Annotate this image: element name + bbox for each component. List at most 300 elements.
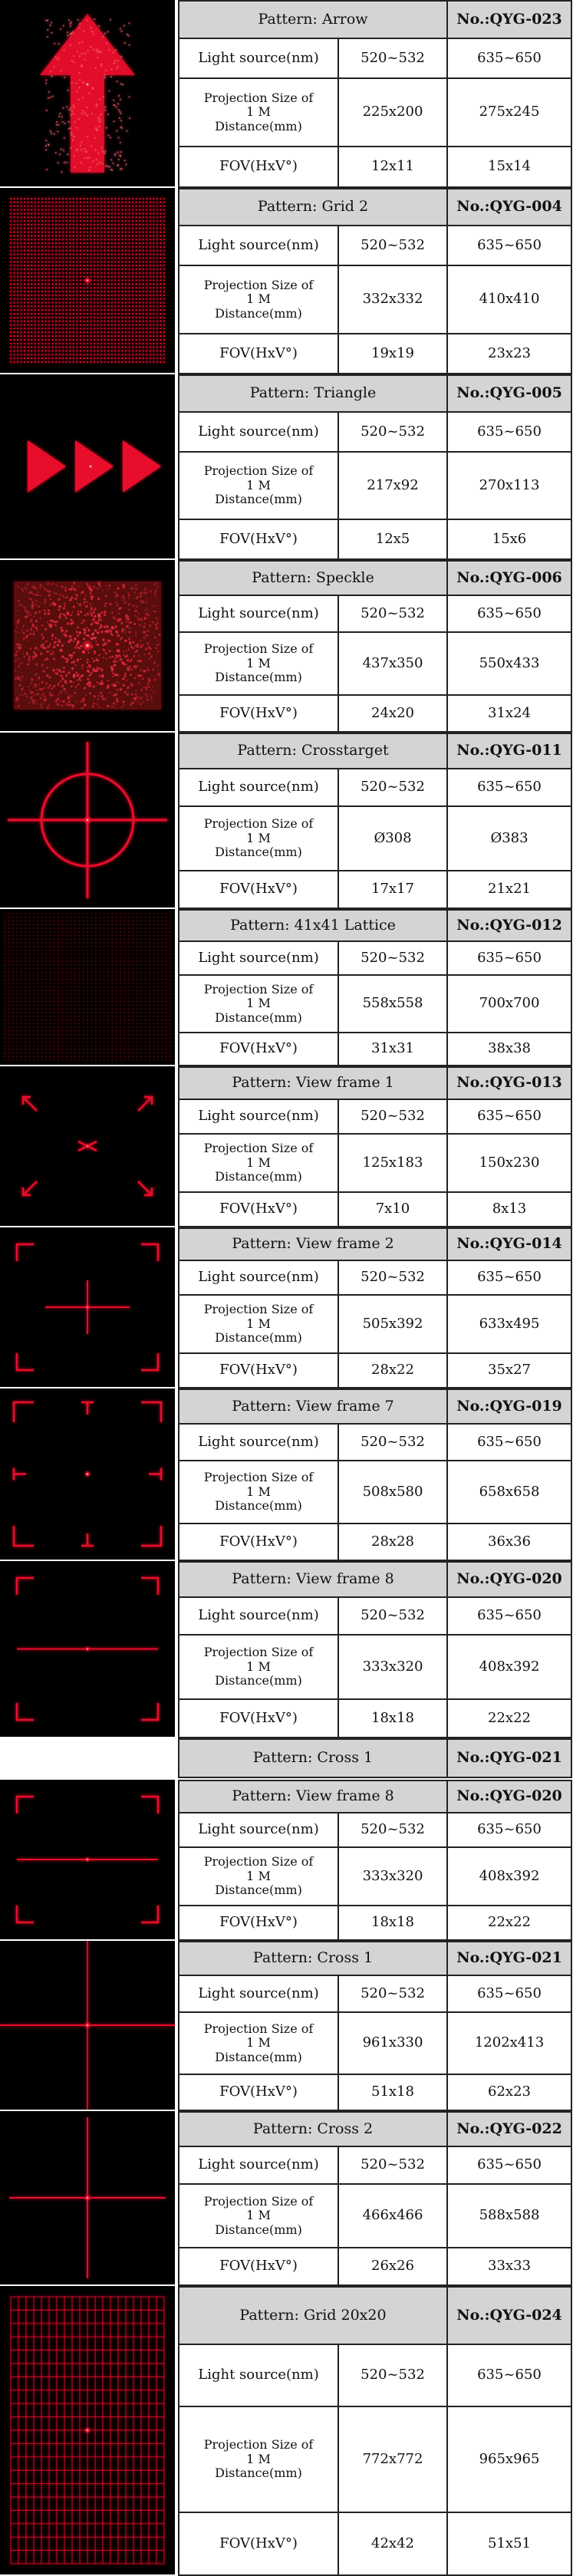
grid-dot <box>41 317 43 318</box>
grid-dot <box>100 287 102 288</box>
lattice-dot <box>99 987 100 988</box>
speckle-dot <box>21 676 23 677</box>
speckle-dot <box>107 704 109 707</box>
lattice-dot <box>54 1005 55 1006</box>
grid-dot <box>94 235 95 236</box>
lattice-dot <box>54 990 55 991</box>
grid-dot <box>51 361 53 363</box>
speckle-dot <box>60 691 62 693</box>
grid-dot <box>62 328 64 329</box>
lattice-dot <box>104 1038 105 1039</box>
speckle-dot <box>61 585 64 588</box>
grid-dot <box>156 212 158 214</box>
lattice-dot <box>41 968 43 970</box>
lattice-dot <box>29 968 31 970</box>
lattice-dot <box>25 927 26 929</box>
grid-dot <box>44 291 46 292</box>
grid-dot <box>87 224 88 226</box>
grid-dot <box>153 298 154 300</box>
lattice-dot <box>41 964 43 966</box>
grid-dot <box>90 331 91 333</box>
grid-dot <box>76 220 77 222</box>
grid-dot <box>35 257 36 259</box>
grid-dot <box>55 254 57 255</box>
grid-dot <box>80 228 81 229</box>
grid-dot <box>128 339 130 341</box>
projection-size-green: 437x350 <box>338 632 447 695</box>
lattice-dot <box>95 1016 97 1017</box>
speckle-dot <box>20 679 22 681</box>
speckle-dot <box>94 670 97 672</box>
grid-dot <box>132 339 133 341</box>
lattice-dot <box>107 931 109 933</box>
grid-dot <box>80 257 81 259</box>
lattice-dot <box>161 1052 163 1054</box>
speckle-dot <box>32 658 34 660</box>
grid-dot <box>28 350 29 351</box>
speckle-dot <box>144 592 147 595</box>
grid-dot <box>163 257 165 259</box>
grid-dot <box>83 317 84 318</box>
lattice-dot <box>104 950 105 951</box>
lattice-dot <box>16 931 18 933</box>
speckle-dot <box>38 611 41 613</box>
lattice-dot <box>4 1020 5 1021</box>
grid-dot <box>69 347 71 348</box>
grid-dot <box>17 209 18 210</box>
lattice-dot <box>145 1034 147 1036</box>
grid-dot <box>55 202 57 203</box>
lattice-dot <box>124 993 126 995</box>
grid-dot <box>41 242 43 244</box>
grid-dot <box>104 287 106 288</box>
grid-dot <box>76 313 77 315</box>
grid-dot <box>59 301 61 303</box>
grid-dot <box>55 250 57 252</box>
lattice-dot <box>166 946 167 947</box>
lattice-dot <box>140 987 142 988</box>
speckle-dot <box>48 677 51 679</box>
grid-dot <box>128 212 130 214</box>
grid-dot <box>104 347 106 348</box>
grid-dot <box>146 343 147 344</box>
lattice-dot <box>66 935 68 937</box>
grid-dot <box>153 328 154 329</box>
grid-dot <box>62 291 64 292</box>
lattice-dot <box>41 1005 43 1006</box>
grid-dot <box>156 313 158 315</box>
lattice-dot <box>124 1012 126 1013</box>
grid-dot <box>150 283 151 285</box>
lattice-dot <box>12 983 14 984</box>
grid-dot <box>128 313 130 315</box>
speckle-dot <box>19 663 21 664</box>
lattice-dot <box>87 964 88 966</box>
speckle-dot <box>75 671 77 674</box>
grid-dot <box>163 287 165 288</box>
lattice-dot <box>91 1041 93 1043</box>
speckle-dot <box>87 634 90 637</box>
grid-dot <box>94 239 95 240</box>
grid-dot <box>139 357 140 359</box>
lattice-dot <box>29 975 31 977</box>
grid-dot <box>132 291 133 292</box>
grid-dot <box>83 224 84 226</box>
lattice-dot <box>62 939 64 940</box>
grid-dot <box>94 313 95 315</box>
grid-dot <box>83 231 84 232</box>
grid-dot <box>62 339 64 341</box>
grid-dot <box>83 343 84 344</box>
lattice-dot <box>107 1034 109 1036</box>
grid-dot <box>100 206 102 207</box>
lattice-dot <box>33 1045 35 1046</box>
lattice-dot <box>91 987 93 988</box>
grid-dot <box>17 317 18 318</box>
lattice-dot <box>137 990 138 991</box>
grid-dot <box>38 283 39 285</box>
grid-dot <box>62 261 64 262</box>
lattice-dot <box>25 954 26 955</box>
lattice-dot <box>83 1026 84 1028</box>
grid-dot <box>163 206 165 207</box>
speckle-dot <box>35 700 37 701</box>
grid-dot <box>150 228 151 229</box>
lattice-dot <box>25 1034 26 1036</box>
lattice-dot <box>74 954 76 955</box>
fov-red: 22x22 <box>447 1699 571 1738</box>
speckle-dot <box>81 700 84 703</box>
lattice-dot <box>4 964 5 966</box>
lattice-dot <box>37 954 38 955</box>
grid-dot <box>104 295 106 296</box>
lattice-dot <box>16 997 18 999</box>
grid-dot <box>48 212 50 214</box>
pattern-thumbnail <box>0 2286 175 2574</box>
grid-dot <box>160 220 161 222</box>
speckle-dot <box>155 677 156 679</box>
lattice-dot <box>50 990 51 991</box>
lattice-dot <box>107 1056 109 1057</box>
lattice-dot <box>54 1045 55 1046</box>
lattice-dot <box>16 960 18 962</box>
grid-dot <box>100 305 102 307</box>
speckle-dot <box>89 675 91 677</box>
lattice-dot <box>74 1026 76 1028</box>
speckle-dot <box>109 657 110 658</box>
lattice-dot <box>83 1008 84 1010</box>
speckle-dot <box>111 667 114 670</box>
speckle-dot <box>130 674 132 676</box>
lattice-dot <box>107 960 109 962</box>
lattice-dot <box>153 993 155 995</box>
grid-dot <box>35 313 36 315</box>
grid-dot <box>125 250 127 252</box>
fov-label: FOV(HxV°) <box>179 519 338 559</box>
grid-dot <box>118 324 120 325</box>
lattice-dot <box>157 1001 159 1003</box>
grid-dot <box>100 313 102 315</box>
grid-dot <box>66 276 68 278</box>
speckle-dot <box>147 678 150 680</box>
grid-dot <box>44 231 46 232</box>
lattice-dot <box>33 1026 35 1028</box>
grid-dot <box>35 224 36 226</box>
lattice-dot <box>25 1008 26 1010</box>
grid-dot <box>121 209 123 210</box>
lattice-dot <box>16 946 18 947</box>
grid-dot <box>62 242 64 244</box>
lattice-dot <box>120 1052 121 1054</box>
lattice-dot <box>54 924 55 926</box>
speckle-dot <box>130 645 132 647</box>
grid-dot <box>163 298 165 300</box>
grid-dot <box>111 328 113 329</box>
grid-dot <box>21 343 22 344</box>
lattice-dot <box>153 1012 155 1013</box>
grid-dot <box>69 354 71 355</box>
lattice-dot <box>153 990 155 991</box>
model-number: No.:QYG-021 <box>447 1739 571 1777</box>
grid-dot <box>87 272 88 274</box>
grid-dot <box>107 231 109 232</box>
lattice-dot <box>8 1005 10 1006</box>
grid-dot <box>41 283 43 285</box>
grid-dot <box>114 257 116 259</box>
fov-green: 7x10 <box>338 1192 447 1227</box>
grid-dot <box>107 350 109 351</box>
grid-dot <box>28 279 29 281</box>
lattice-dot <box>16 968 18 970</box>
corner-arrow <box>23 1097 37 1111</box>
grid-dot <box>41 254 43 255</box>
lattice-dot <box>124 939 126 940</box>
lattice-dot <box>107 917 109 918</box>
speckle-dot <box>17 610 18 611</box>
lattice-dot <box>21 935 22 937</box>
grid-dot <box>10 347 12 348</box>
lattice-dot <box>4 1049 5 1050</box>
lattice-dot <box>71 1049 72 1050</box>
grid-dot <box>17 202 18 203</box>
pattern-name: Pattern: Cross 1 <box>179 1739 447 1777</box>
grid-dot <box>21 272 22 274</box>
speckle-dot <box>103 657 104 658</box>
lattice-dot <box>99 979 100 980</box>
lattice-dot <box>104 935 105 937</box>
speckle-dot <box>47 621 48 623</box>
lattice-dot <box>50 979 51 980</box>
grid-dot <box>83 328 84 329</box>
grid-dot <box>146 357 147 359</box>
speckle-dot <box>144 588 147 590</box>
lattice-dot <box>37 927 38 929</box>
projection-size-row <box>179 1134 571 1192</box>
lattice-dot <box>50 1052 51 1054</box>
grid-dot <box>121 335 123 337</box>
grid-dot <box>143 283 144 285</box>
lattice-dot <box>50 983 51 984</box>
grid-dot <box>143 250 144 252</box>
fov-row <box>179 1192 571 1227</box>
lattice-dot <box>58 1001 59 1003</box>
lattice-dot <box>149 987 150 988</box>
speckle-dot <box>25 587 28 590</box>
lattice-dot <box>140 1034 142 1036</box>
grid-dot <box>111 321 113 322</box>
grid-dot <box>125 357 127 359</box>
grid-dot <box>76 265 77 266</box>
lattice-dot <box>145 942 147 944</box>
lattice-dot <box>170 1001 171 1003</box>
grid-dot <box>73 305 74 307</box>
lattice-dot <box>25 921 26 922</box>
speckle-dot <box>97 660 99 662</box>
lattice-dot <box>91 1059 93 1061</box>
lattice-dot <box>21 1056 22 1057</box>
speckle-dot <box>71 704 72 706</box>
lattice-dot <box>83 1020 84 1021</box>
lattice-dot <box>21 1045 22 1046</box>
grid-dot <box>66 331 68 333</box>
speckle-dot <box>120 658 123 661</box>
grid-dot <box>163 268 165 270</box>
lattice-dot <box>170 954 171 955</box>
lattice-dot <box>157 1020 159 1021</box>
grid-dot <box>38 250 39 252</box>
arrow-shape <box>40 14 135 173</box>
grid-dot <box>111 246 113 248</box>
lattice-dot <box>124 1038 126 1039</box>
grid-dot <box>83 347 84 348</box>
lattice-dot <box>128 1052 130 1054</box>
grid-dot <box>146 265 147 266</box>
grid-dot <box>73 321 74 322</box>
speckle-dot <box>54 624 57 627</box>
grid-dot <box>80 361 81 363</box>
grid-dot <box>132 254 133 255</box>
grid-dot <box>150 272 151 274</box>
grid-dot <box>44 309 46 311</box>
light-source-row <box>179 1424 571 1461</box>
lattice-dot <box>16 957 18 959</box>
grid-dot <box>118 209 120 210</box>
grid-dot <box>76 317 77 318</box>
grid-dot <box>94 347 95 348</box>
grid-dot <box>97 347 99 348</box>
speckle-dot <box>44 659 47 661</box>
speckle-dot <box>137 702 139 703</box>
lattice-dot <box>83 979 84 980</box>
grid-dot <box>139 295 140 296</box>
lattice-dot <box>16 917 18 918</box>
speckle-dot <box>119 654 120 656</box>
grid-dot <box>118 339 120 341</box>
lattice-dot <box>29 1020 31 1021</box>
lattice-dot <box>41 939 43 940</box>
model-number: No.:QYG-020 <box>447 1780 571 1813</box>
lattice-dot <box>29 983 31 984</box>
grid-dot <box>59 361 61 363</box>
grid-dot <box>87 324 88 325</box>
grid-dot <box>13 206 15 207</box>
grid-dot <box>107 198 109 199</box>
speckle-dot <box>39 688 41 690</box>
grid-dot <box>150 335 151 337</box>
lattice-dot <box>83 935 84 937</box>
speckle-dot <box>98 584 100 586</box>
lattice-dot <box>120 1049 121 1050</box>
speckle-dot <box>120 622 123 624</box>
grid-dot <box>136 317 137 318</box>
speckle-dot <box>118 588 120 589</box>
grid-dot <box>69 343 71 344</box>
lattice-dot <box>45 927 47 929</box>
spec-table <box>178 188 572 374</box>
speckle-dot <box>63 667 65 669</box>
grid-dot <box>35 305 36 307</box>
lattice-dot <box>71 1041 72 1043</box>
grid-dot <box>146 295 147 296</box>
lattice-dot <box>153 975 155 977</box>
grid-dot <box>31 287 32 288</box>
speckle-dot <box>97 631 100 634</box>
lattice-dot <box>45 1049 47 1050</box>
lattice-dot <box>166 960 167 962</box>
grid-dot <box>160 295 161 296</box>
speckle-dot <box>71 619 73 621</box>
lattice-dot <box>99 997 100 999</box>
lattice-dot <box>74 1041 76 1043</box>
grid-dot <box>163 324 165 325</box>
grid-dot <box>48 224 50 226</box>
lattice-dot <box>87 942 88 944</box>
grid-dot <box>114 261 116 262</box>
grid-dot <box>73 224 74 226</box>
lattice-dot <box>37 1026 38 1028</box>
lattice-dot <box>116 1038 117 1039</box>
lattice-dot <box>37 1023 38 1024</box>
grid-dot <box>97 254 99 255</box>
lattice-dot <box>50 960 51 962</box>
lattice-dot <box>95 957 97 959</box>
lattice-dot <box>25 1045 26 1046</box>
lattice-dot <box>33 1023 35 1024</box>
speckle-dot <box>77 586 79 588</box>
grid-dot <box>66 335 68 337</box>
fov-green: 12x11 <box>338 147 447 187</box>
lattice-dot <box>116 1016 117 1017</box>
grid-dot <box>21 246 22 248</box>
lattice-dot <box>149 917 150 918</box>
projection-label-line: Distance(mm) <box>181 1674 336 1688</box>
lattice-dot <box>137 931 138 933</box>
grid-dot <box>136 239 137 240</box>
lattice-dot <box>170 935 171 937</box>
lattice-dot <box>8 917 10 918</box>
grid-dot <box>66 228 68 229</box>
speckle-dot <box>74 692 76 694</box>
lattice-dot <box>33 931 35 933</box>
speckle-dot <box>122 586 124 588</box>
speckle-dot <box>145 648 147 651</box>
grid-dot <box>128 216 130 218</box>
grid-dot <box>125 239 127 240</box>
grid-dot <box>28 202 29 203</box>
lattice-dot <box>161 964 163 966</box>
speckle-dot <box>29 633 32 636</box>
speckle-dot <box>15 670 16 671</box>
